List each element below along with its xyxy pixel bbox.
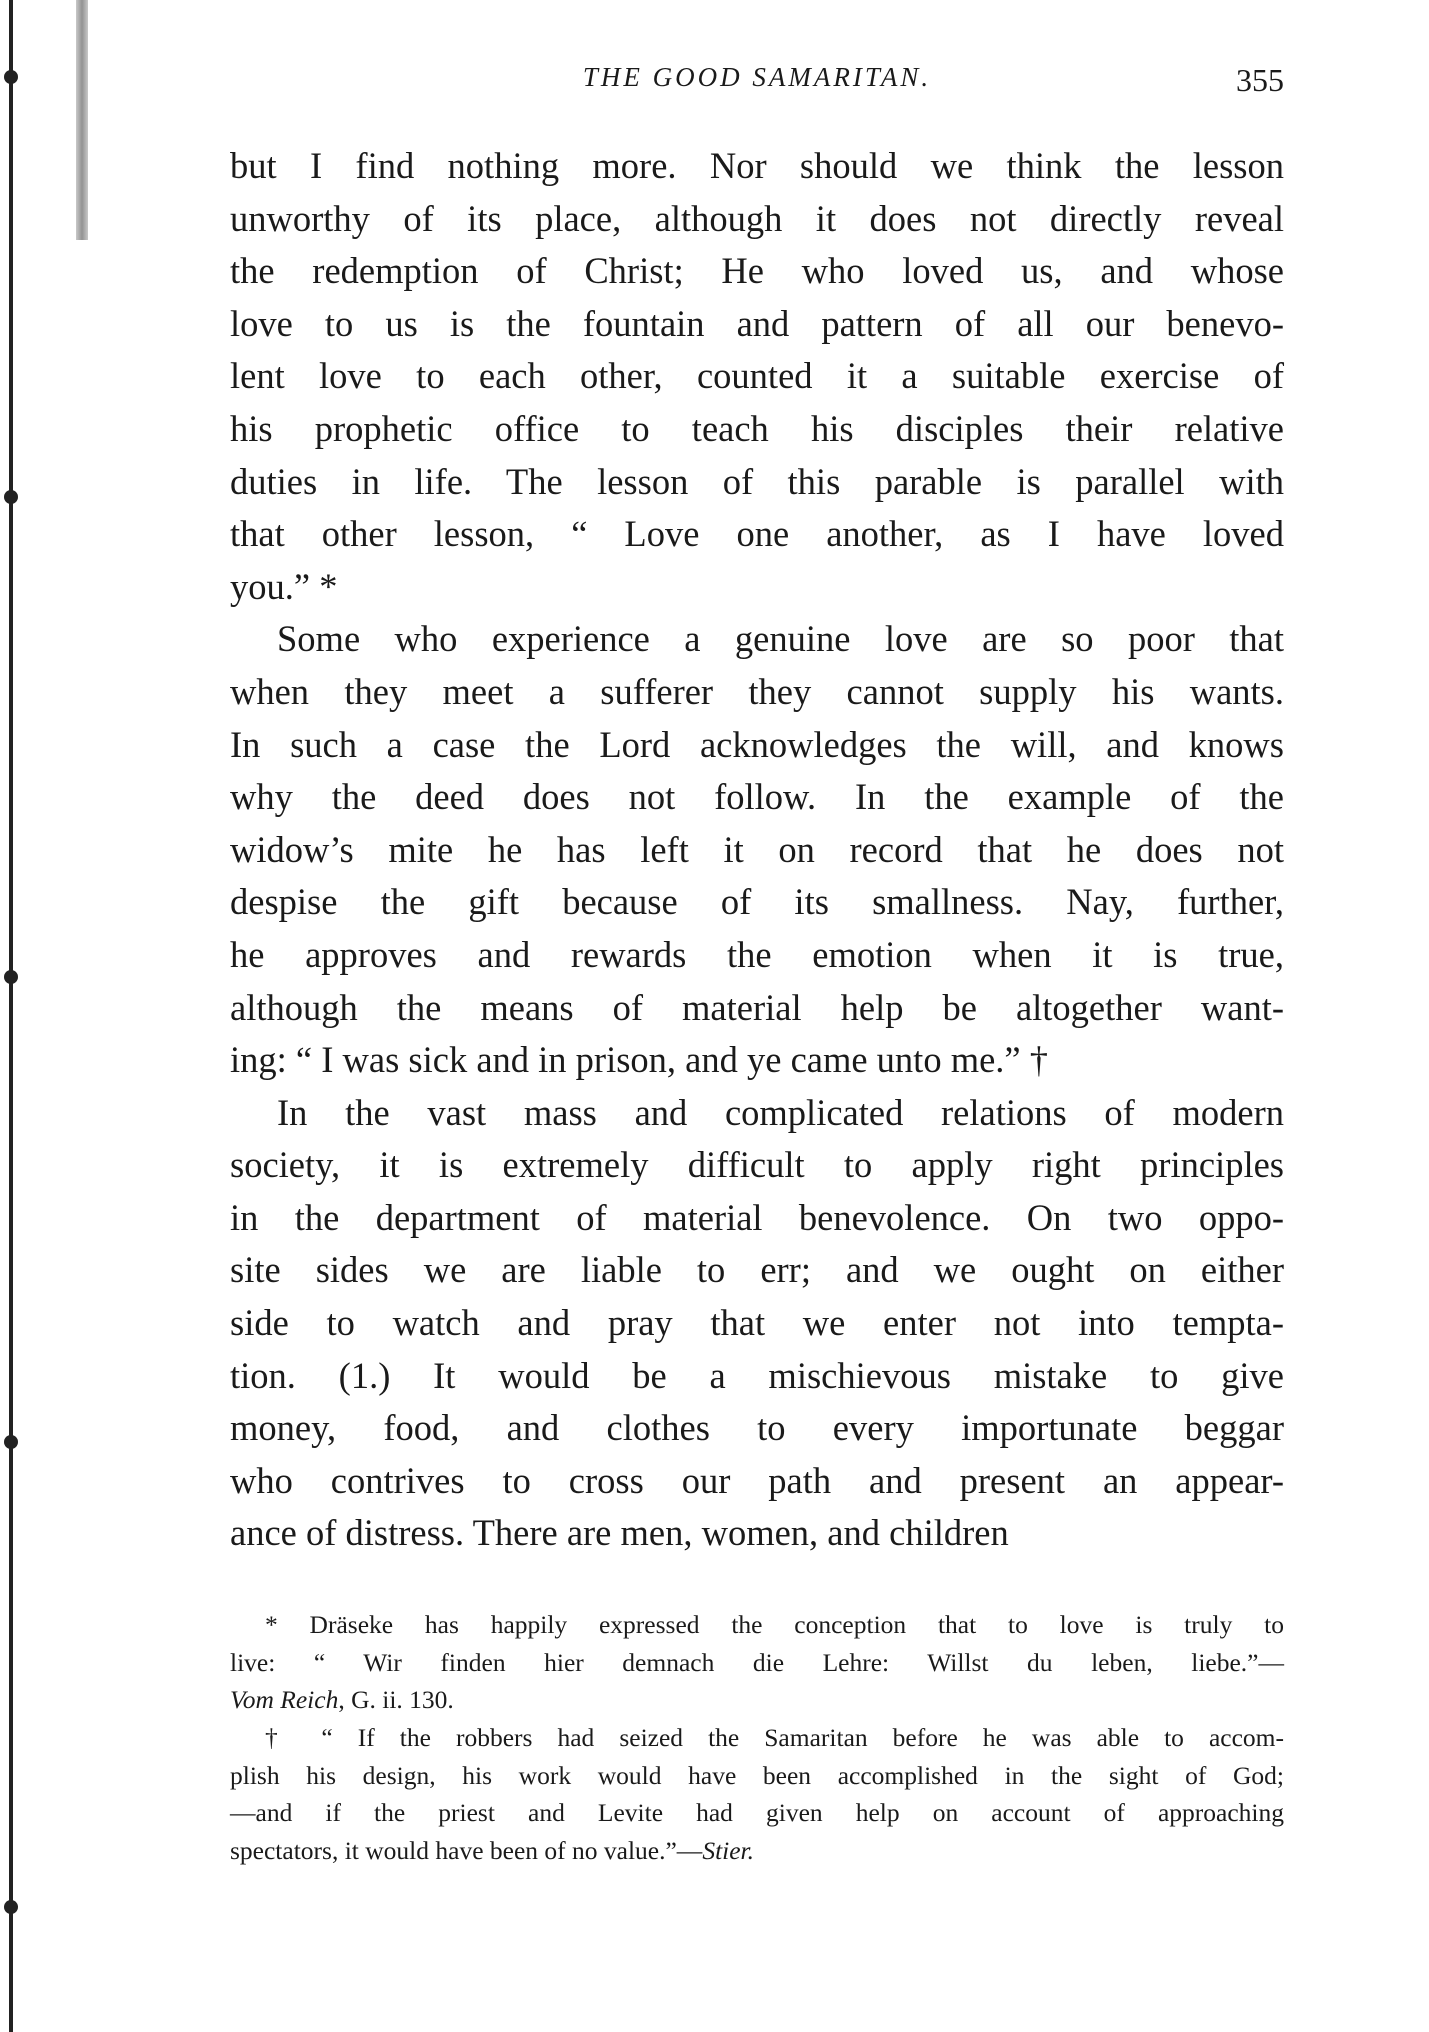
page-header [230,62,1284,102]
footnote-line: † “ If the robbers had seized the Samaritan before he was able to accom- [265,1723,1284,1753]
binding-thread [4,490,18,504]
text-line: Some who experience a genuine love are so poor that [277,618,1284,660]
text-line: his prophetic office to teach his disciples their relative [230,407,1284,449]
binding-thread [4,1900,18,1914]
text-line: that other lesson, “ Love one another, as I have loved [230,513,1284,555]
text-line: unworthy of its place, although it does not directly reveal [230,197,1284,239]
text-line: although the means of material help be altogether want- [230,986,1284,1028]
body-text [230,140,1284,1560]
citation-title: Vom Reich [230,1685,339,1715]
text-line: site sides we are liable to err; and we ought on either [230,1249,1284,1291]
footnotes [230,1606,1284,1870]
text-line: In the vast mass and complicated relations of modern [277,1091,1284,1133]
footnote-line: plish his design, his work would have been accomplished in the sight of God; [230,1760,1284,1790]
page-number: 355 [1236,62,1284,98]
text-line: society, it is extremely difficult to apply right principles [230,1144,1284,1186]
binding-thread [4,1435,18,1449]
text-line: he approves and rewards the emotion when it is true, [230,933,1284,975]
text-line: money, food, and clothes to every importunate beggar [230,1407,1284,1449]
footnote-text: spectators, it would have been of no value.”— [230,1836,703,1866]
text-line: widow’s mite he has left it on record that he does not [230,828,1284,870]
text-line: side to watch and pray that we enter not into tempta- [230,1302,1284,1344]
footnote-line [230,1832,1284,1870]
citation-author: Stier. [702,1836,755,1866]
text-line: but I find nothing more. Nor should we think the lesson [230,145,1284,186]
book-spine-edge [9,0,13,2032]
binding-thread [4,970,18,984]
text-line: ing: “ I was sick and in prison, and ye came unto me.” † [230,1039,1048,1081]
running-title: THE GOOD SAMARITAN. [582,62,932,92]
text-line: the redemption of Christ; He who loved us, and whose [230,250,1284,292]
text-line: ance of distress. There are men, women, and children [230,1512,1009,1554]
text-line: In such a case the Lord acknowledges the will, and knows [230,723,1284,765]
page-gutter-shadow [76,0,88,240]
footnote-line: * Dräseke has happily expressed the conception that to love is truly to [265,1610,1284,1639]
footnote-line [230,1681,1284,1719]
text-line: love to us is the fountain and pattern of all our benevo- [230,302,1284,344]
text-line: duties in life. The lesson of this parable is parallel with [230,460,1284,502]
footnote-line: live: “ Wir finden hier demnach die Lehre: Willst du leben, liebe.”— [230,1647,1284,1677]
text-line: despise the gift because of its smallness. Nay, further, [230,881,1284,923]
text-line: why the deed does not follow. In the example of the [230,776,1284,818]
binding-thread [4,70,18,84]
text-line: when they meet a sufferer they cannot supply his wants. [230,670,1284,712]
citation-ref: , G. ii. 130. [338,1685,454,1715]
text-line: tion. (1.) It would be a mischievous mistake to give [230,1354,1284,1396]
text-line: in the department of material benevolence. On two oppo- [230,1196,1284,1238]
text-line: lent love to each other, counted it a suitable exercise of [230,355,1284,397]
text-line: you.” * [230,565,338,607]
text-line: who contrives to cross our path and present an appear- [230,1459,1284,1501]
footnote-line: —and if the priest and Levite had given help on account of approaching [230,1798,1284,1828]
